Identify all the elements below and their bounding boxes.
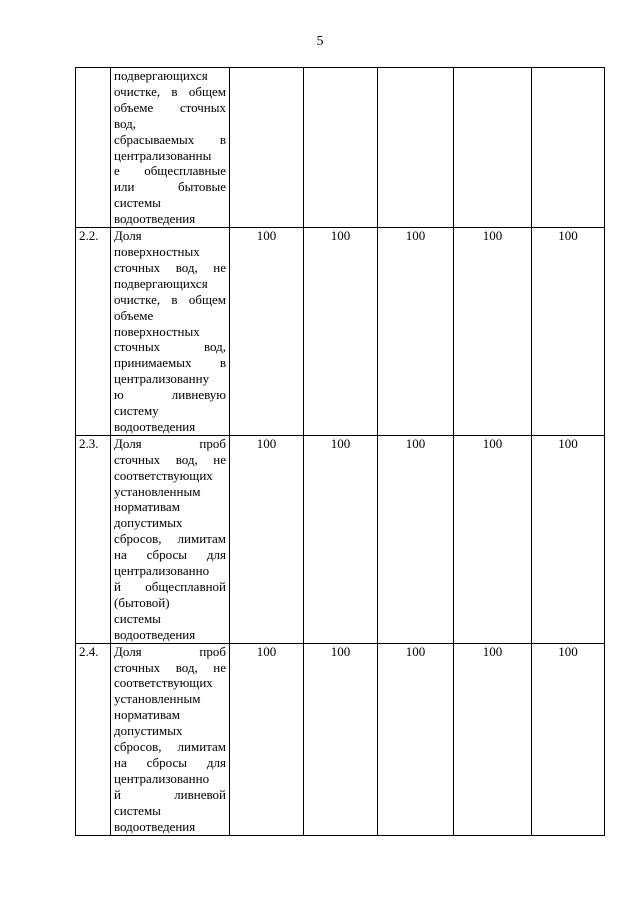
description-line: установленным — [114, 691, 201, 707]
description-line: объеме сточных — [114, 99, 226, 115]
value-cell: 100 — [304, 643, 378, 835]
description-line: й общесплавной — [114, 579, 226, 594]
description-line: системы — [114, 195, 161, 211]
description-line: сточных вод, не — [114, 259, 226, 275]
row-number-cell — [76, 68, 111, 228]
description-line: й ливневой — [114, 786, 226, 802]
description-line: централизованно — [114, 563, 210, 579]
value-cell: 100 — [304, 228, 378, 436]
indicator-description-cell — [111, 68, 230, 228]
description-line: сточных вод, — [114, 339, 226, 355]
indicators-table — [75, 67, 605, 836]
row-number-cell: 2.3. — [76, 435, 111, 643]
description-line: очистке, в общем — [114, 291, 226, 307]
description-line: допустимых — [114, 515, 183, 531]
value-cell — [378, 68, 454, 228]
description-line: соответствующих — [114, 675, 213, 691]
value-cell — [532, 68, 605, 228]
description-line: объеме — [114, 307, 154, 323]
description-line: водоотведения — [114, 418, 196, 434]
table-row — [76, 435, 605, 643]
value-cell: 100 — [532, 228, 605, 436]
indicator-description-cell — [111, 643, 230, 835]
value-cell: 100 — [378, 643, 454, 835]
description-line: централизованно — [114, 770, 210, 786]
value-cell: 100 — [532, 435, 605, 643]
description-line: централизованну — [114, 371, 210, 387]
description-line: сточных вод, не — [114, 659, 226, 675]
value-cell: 100 — [532, 643, 605, 835]
page-number: 5 — [316, 34, 324, 49]
description-line: или бытовые — [114, 179, 226, 195]
description-line: системы — [114, 802, 161, 818]
value-cell: 100 — [454, 435, 532, 643]
description-line: Доля проб — [114, 435, 226, 451]
row-number-cell: 2.2. — [76, 228, 111, 436]
description-line: Доля — [114, 228, 142, 244]
value-cell: 100 — [378, 228, 454, 436]
row-number-cell: 2.4. — [76, 643, 111, 835]
value-cell: 100 — [304, 435, 378, 643]
description-line: очистке, в общем — [114, 83, 226, 99]
description-line: е общесплавные — [114, 163, 226, 179]
description-line: на сбросы для — [114, 547, 226, 563]
description-line: нормативам — [114, 707, 180, 723]
description-line: на сбросы для — [114, 754, 226, 770]
value-cell: 100 — [454, 228, 532, 436]
value-cell — [230, 68, 304, 228]
description-line: сбрасываемых в — [114, 131, 226, 147]
description-line: поверхностных — [114, 323, 200, 339]
description-line: сточных вод, не — [114, 451, 226, 467]
description-line: принимаемых в — [114, 355, 226, 371]
description-line: нормативам — [114, 499, 180, 515]
description-line: подвергающихся — [114, 275, 208, 291]
indicator-description-cell — [111, 435, 230, 643]
description-line: вод, — [114, 115, 137, 131]
description-line: водоотведения — [114, 211, 196, 227]
description-line: систему — [114, 403, 159, 419]
table-body — [76, 68, 605, 836]
description-line: ю ливневую — [114, 387, 226, 403]
description-line: допустимых — [114, 723, 183, 739]
description-line: поверхностных — [114, 243, 200, 259]
indicator-description-cell — [111, 228, 230, 436]
description-line: системы — [114, 610, 161, 626]
description-line: сбросов, лимитам — [114, 531, 226, 547]
description-line: соответствующих — [114, 467, 213, 483]
description-line: централизованны — [114, 147, 212, 163]
value-cell: 100 — [454, 643, 532, 835]
table-row — [76, 643, 605, 835]
description-line: Доля проб — [114, 643, 226, 659]
value-cell: 100 — [230, 228, 304, 436]
value-cell — [304, 68, 378, 228]
value-cell — [454, 68, 532, 228]
value-cell: 100 — [230, 643, 304, 835]
description-line: установленным — [114, 483, 201, 499]
value-cell: 100 — [378, 435, 454, 643]
description-line: водоотведения — [114, 626, 196, 642]
table-row — [76, 68, 605, 228]
value-cell: 100 — [230, 435, 304, 643]
description-line: водоотведения — [114, 818, 196, 834]
table-row — [76, 228, 605, 436]
description-line: (бытовой) — [114, 594, 170, 610]
description-line: сбросов, лимитам — [114, 739, 226, 755]
description-line: подвергающихся — [114, 68, 208, 83]
